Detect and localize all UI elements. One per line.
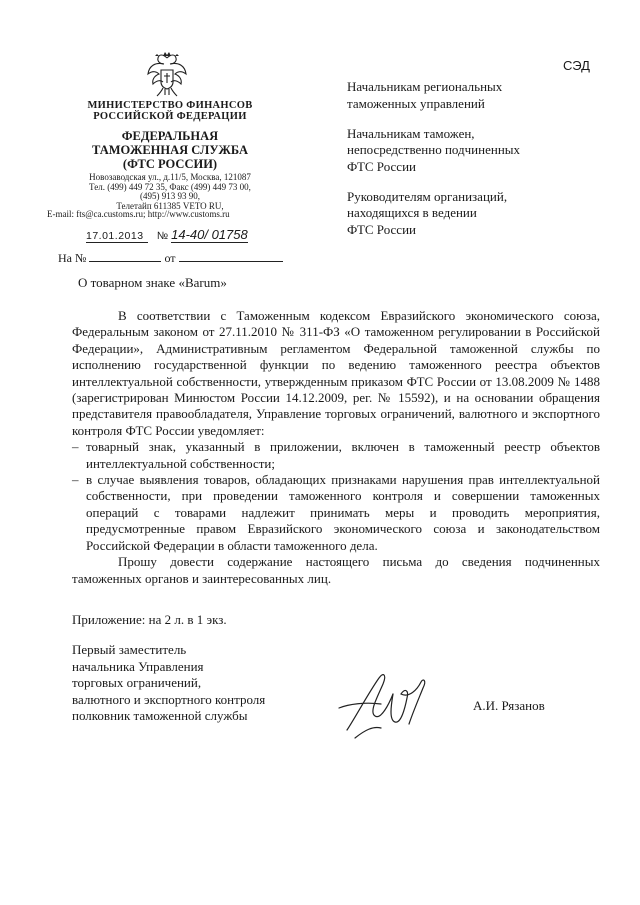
reference-line bbox=[58, 251, 283, 266]
sender-email: E-mail: fts@ca.customs.ru; http://www.customs.ru bbox=[47, 209, 230, 219]
recipient-group: Начальникам таможен, непосредственно подчиненных ФТС России bbox=[347, 125, 521, 174]
handwritten-signature bbox=[335, 668, 435, 740]
registration-line bbox=[86, 227, 248, 243]
reference-date-label: от bbox=[164, 251, 176, 265]
registration-number-label: № bbox=[156, 230, 169, 242]
registration-date: 17.01.2013 bbox=[86, 230, 148, 243]
list-item: – в случае выявления товаров, обладающих признаками нарушения прав интеллектуальной собственности, при проведении таможенного контроля и совершении таможенных операций с товарами надлежит принимать меры и проводить мероприятия, предусмотренные правом Евразийского экономического союза и законодательством Российской Федерации в области таможенного дела. bbox=[72, 472, 600, 553]
signer-name: А.И. Рязанов bbox=[473, 698, 545, 713]
ministry-name: МИНИСТЕРСТВО ФИНАНСОВ РОССИЙСКОЙ ФЕДЕРАЦИИ bbox=[87, 100, 253, 122]
list-item: – товарный знак, указанный в приложении, включен в таможенный реестр объектов интеллектуальной собственности; bbox=[72, 439, 600, 471]
recipient-group: Руководителям организаций, находящихся в ведении ФТС России bbox=[347, 188, 508, 237]
reference-number-blank bbox=[89, 261, 161, 262]
body-paragraph: В соответствии с Таможенным кодексом Евразийского экономического союза, Федеральным законом от 27.11.2010 № 311-ФЗ «О таможенном регулировании в Российской Федерации», Административным регламентом Федеральной таможенной службы по исполнению государственной функции по ведению таможенного реестра объектов интеллектуальной собственности, утвержденным приказом ФТС России от 13.08.2009 № 1488 (зарегистрирован Минюстом России 14.12.2009, рег. № 15592), и на основании обращения представителя правообладателя, Управление торговых ограничений, валютного и экспортного контроля ФТС России уведомляет: bbox=[72, 308, 600, 438]
registration-number: 14-40/ 01758 bbox=[171, 227, 248, 242]
russian-coat-of-arms-icon bbox=[145, 52, 189, 100]
notice-list bbox=[72, 439, 600, 554]
reference-number-label: На № bbox=[58, 251, 87, 265]
closing-paragraph: Прошу довести содержание настоящего письма до сведения подчиненных таможенных органов и заинтересованных лиц. bbox=[72, 554, 600, 586]
letter-body bbox=[72, 308, 600, 587]
reference-date-blank bbox=[179, 261, 283, 262]
document-mark: СЭД bbox=[563, 58, 590, 73]
sender-contacts: Новозаводская ул., д.11/5, Москва, 121087 Тел. (499) 449 72 35, Факс (499) 449 73 00, (495) 913 93 90, Телетайп 611385 VETO RU, bbox=[89, 172, 251, 211]
attachment-note: Приложение: на 2 л. в 1 экз. bbox=[72, 612, 227, 627]
service-name: ФЕДЕРАЛЬНАЯ ТАМОЖЕННАЯ СЛУЖБА (ФТС РОССИИ) bbox=[92, 129, 248, 171]
letter-subject: О товарном знаке «Barum» bbox=[78, 275, 227, 290]
recipient-group: Начальникам региональных таможенных управлений bbox=[347, 79, 503, 111]
signer-position: Первый заместитель начальника Управления торговых ограничений, валютного и экспортного контроля полковник таможенной службы bbox=[72, 642, 266, 723]
recipients bbox=[347, 79, 597, 252]
